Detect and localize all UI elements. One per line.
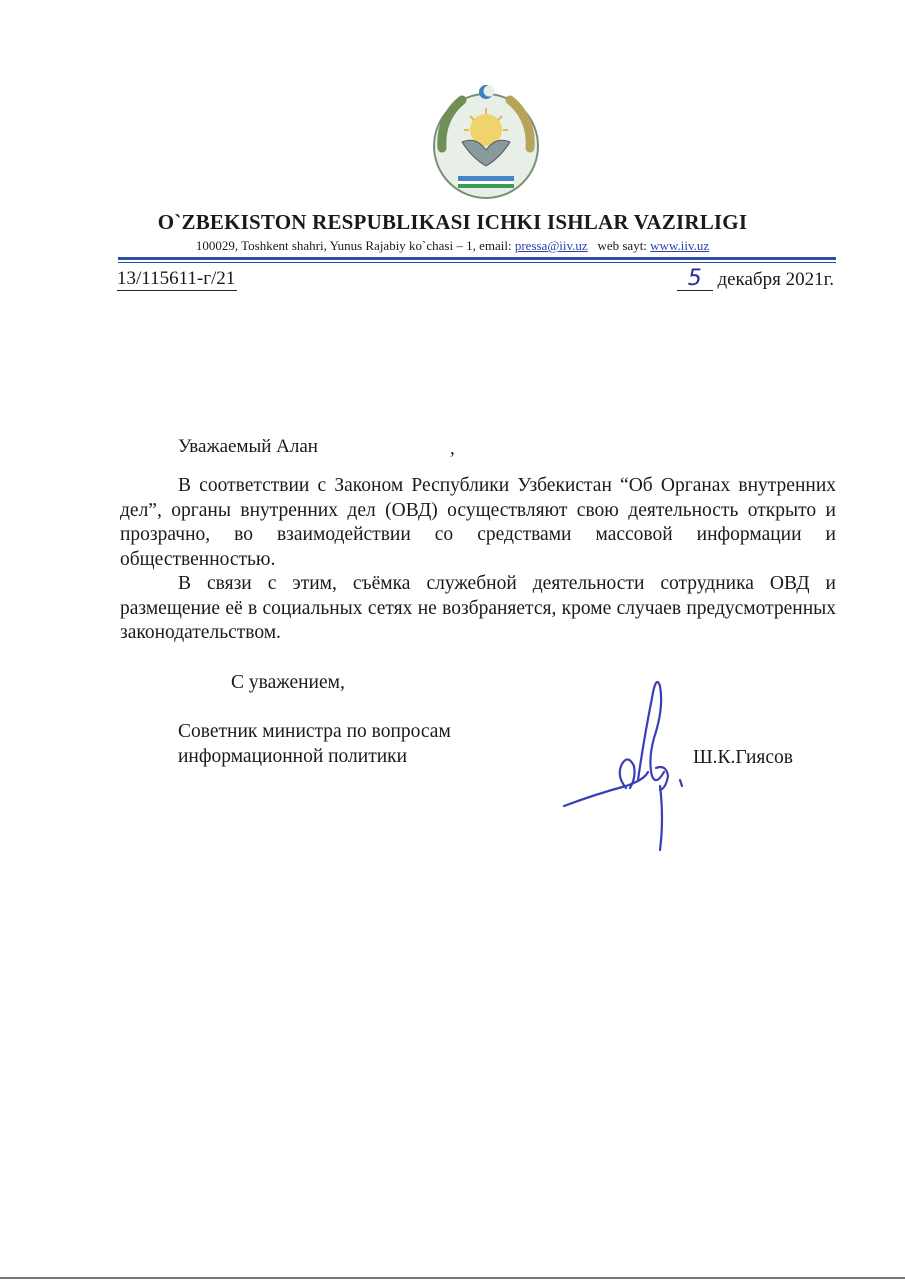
greeting-comma: , — [450, 438, 455, 459]
signer-name: Ш.К.Гиясов — [693, 747, 793, 768]
position-line-1: Советник министра по вопросам — [178, 721, 451, 742]
state-emblem-icon — [422, 78, 550, 206]
page-bottom-edge — [0, 1277, 905, 1279]
paragraph-2: В связи с этим, съёмка служебной деятельности сотрудника ОВД и размещение её в социальных сетях не возбраняется, кроме случаев предусмотренных законодательством. — [120, 573, 836, 643]
closing: С уважением, — [231, 672, 345, 693]
header-divider-thin — [118, 262, 836, 263]
header-divider — [118, 257, 836, 260]
website-link[interactable]: www.iiv.uz — [650, 238, 710, 253]
ministry-name: O`ZBEKISTON RESPUBLIKASI ICHKI ISHLAR VAZIRLIGI — [157, 210, 748, 234]
web-label: web sayt: — [597, 238, 651, 253]
greeting: Уважаемый Алан — [178, 436, 318, 457]
address-text: 100029, Toshkent shahri, Yunus Rajabiy ko`chasi – 1, email: — [195, 238, 515, 253]
email-link[interactable]: pressa@iiv.uz — [514, 238, 588, 253]
paragraph-1: В соответствии с Законом Республики Узбекистан “Об Органах внутренних дел”, органы внутренних дел (ОВД) осуществляют свою деятельность открыто и прозрачно, во взаимодействии со средствами массовой информации и общественностью. — [120, 475, 836, 570]
ministry-address — [0, 238, 905, 254]
handwritten-signature — [556, 668, 696, 858]
date-day: 5 — [677, 268, 713, 291]
position-line-2: информационной политики — [178, 746, 408, 767]
date-month-year: декабря 2021г. — [712, 269, 834, 290]
letter-body — [120, 474, 836, 646]
registration-number: 13/115611-г/21 — [117, 268, 236, 289]
signer-position — [178, 719, 451, 769]
letter-date — [677, 268, 834, 291]
